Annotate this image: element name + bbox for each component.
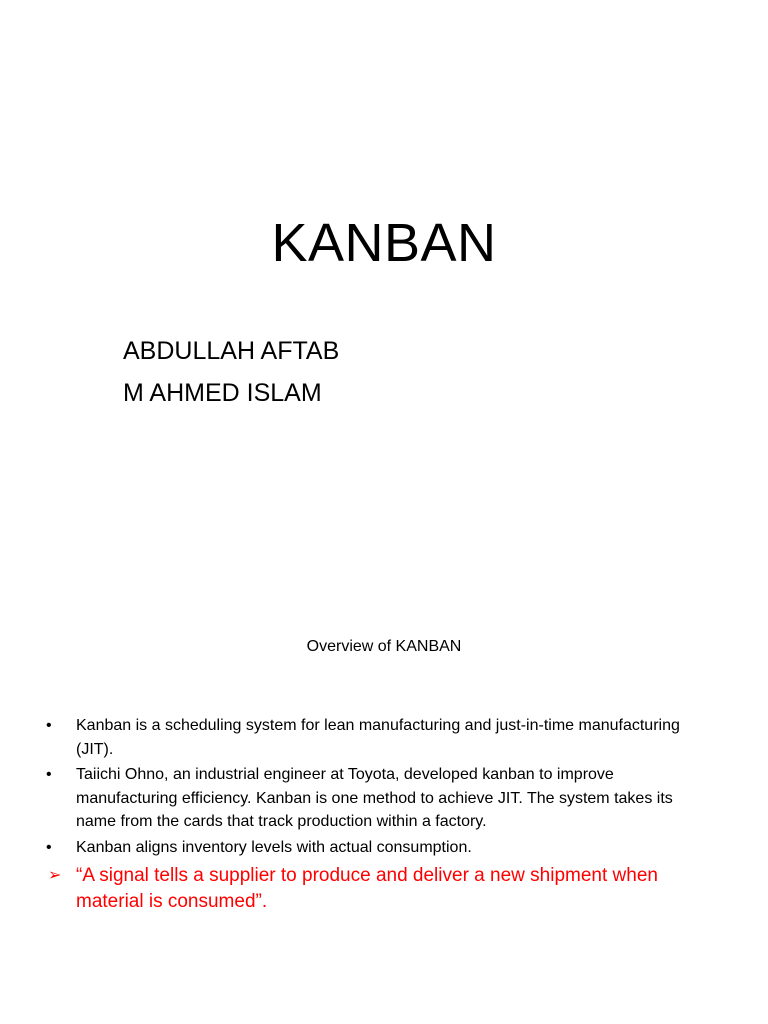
bullet-list [46,714,716,915]
quote-item [46,863,716,915]
bullet-dot-icon: • [46,766,52,783]
arrow-bullet-icon: ➢ [48,867,62,884]
author-list [123,330,339,414]
bullet-text: Kanban aligns inventory levels with actual consumption. [76,838,472,856]
author-name: M AHMED ISLAM [123,379,322,407]
author-name: ABDULLAH AFTAB [123,337,340,365]
overview-slide [0,576,768,1024]
bullet-item [46,836,716,860]
overview-heading: Overview of KANBAN [306,638,462,655]
slide-title: KANBAN [271,213,497,273]
bullet-item [46,714,716,761]
quote-text: “A signal tells a supplier to produce and deliver a new shipment when material is consumed”. [76,865,658,912]
bullet-text: Kanban is a scheduling system for lean manufacturing and just-in-time manufacturing (JIT). [76,717,680,758]
bullet-dot-icon: • [46,838,52,856]
bullet-text: Taiichi Ohno, an industrial engineer at Toyota, developed kanban to improve manufacturing efficiency. Kanban is one method to achieve JIT. The system takes its name from the cards that track production within a factory. [76,766,673,830]
bullet-dot-icon: • [46,717,52,734]
bullet-item [46,763,716,834]
